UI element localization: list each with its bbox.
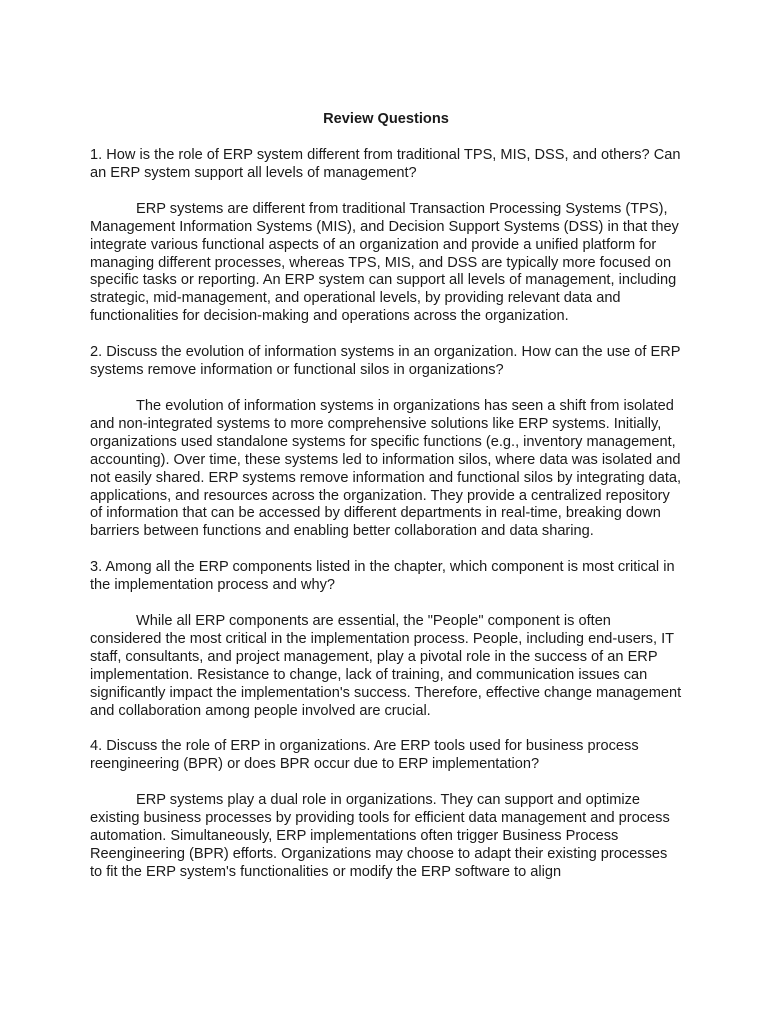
answer-4: ERP systems play a dual role in organizations. They can support and optimize existing business processes by providing tools for efficient data management and process automation. Simultaneously, ERP implementations often trigger Business Process Reengineering (BPR) efforts. Organizations may choose to adapt their existing processes to fit the ERP system's functionalities or modify the ERP software to align (90, 792, 670, 880)
question-2: 2. Discuss the evolution of information systems in an organization. How can the use of ERP systems remove information or functional silos in organizations? (90, 344, 681, 379)
review-section-1 (90, 147, 682, 326)
answer-3: While all ERP components are essential, the "People" component is often considered the most critical in the implementation process. People, including end-users, IT staff, consultants, and project management, play a pivotal role in the success of an ERP implementation. Resistance to change, lack of training, and communication issues can significantly impact the implementation's success. Therefore, effective change management and collaboration among people involved are crucial. (90, 613, 682, 719)
review-section-2 (90, 344, 682, 541)
document-title: Review Questions (323, 111, 449, 127)
review-section-3 (90, 559, 682, 720)
question-3: 3. Among all the ERP components listed in the chapter, which component is most critical in the implementation process and why? (90, 559, 675, 594)
answer-2: The evolution of information systems in organizations has seen a shift from isolated and non-integrated systems to more comprehensive solutions like ERP systems. Initially, organizations used standalone systems for specific functions (e.g., inventory management, accounting). Over time, these systems led to information silos, where data was isolated and not easily shared. ERP systems remove information and functional silos by integrating data, applications, and resources across the organization. They provide a centralized repository of information that can be accessed by different departments in real-time, breaking down barriers between functions and enabling better collaboration and data sharing. (90, 397, 682, 540)
document-body (90, 108, 682, 900)
question-1: 1. How is the role of ERP system different from traditional TPS, MIS, DSS, and others? Can an ERP system support all levels of management? (90, 147, 681, 181)
question-4: 4. Discuss the role of ERP in organizations. Are ERP tools used for business process reengineering (BPR) or does BPR occur due to ERP implementation? (90, 738, 639, 773)
review-section-4 (90, 738, 682, 881)
answer-1: ERP systems are different from traditional Transaction Processing Systems (TPS), Management Information Systems (MIS), and Decision Support Systems (DSS) in that they integrate various functional aspects of an organization and provide a unified platform for managing different processes, whereas TPS, MIS, and DSS are typically more focused on specific tasks or reporting. An ERP system can support all levels of management, including strategic, mid-management, and operational levels, by providing relevant data and functionalities for decision-making and operations across the organization. (90, 200, 679, 325)
